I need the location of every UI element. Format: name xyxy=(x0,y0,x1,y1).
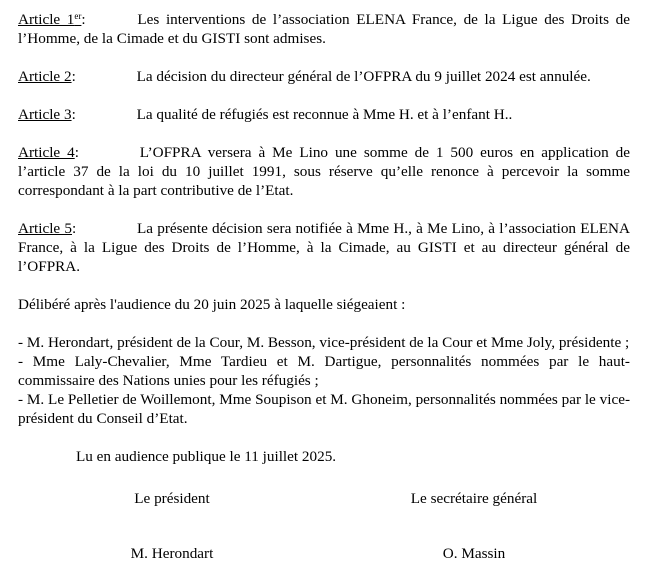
article-2-label: Article 2 xyxy=(18,68,72,85)
article-1: Article 1er: Les interventions de l’association ELENA France, de la Ligue des Droits de l’Homme, de la Cimade et du GISTI sont admises. xyxy=(18,11,631,47)
member-line-1: - M. Herondart, président de la Cour, M. Besson, vice-président de la Cour et Mme Joly, présidente ; xyxy=(18,334,630,351)
member-line-2: - Mme Laly-Chevalier, Mme Tardieu et M. Dartigue, personnalités nommées par le haut-commissaire des Nations unies pour les réfugiés ; xyxy=(18,353,630,389)
member-line-3: - M. Le Pelletier de Woillemont, Mme Soupison et M. Ghoneim, personnalités nommées par le vice-président du Conseil d’Etat. xyxy=(18,391,630,427)
article-2-text: La décision du directeur général de l’OFPRA du 9 juillet 2024 est annulée. xyxy=(136,68,591,85)
article-3: Article 3: La qualité de réfugiés est reconnue à Mme H. et à l’enfant H.. xyxy=(18,106,513,123)
article-4-text: L’OFPRA versera à Me Lino une somme de 1 500 euros en application de l’article 37 de la loi du 10 juillet 1991, sous réserve qu’elle renonce à percevoir la somme correspondant à la part contributive de l’Etat. xyxy=(18,144,630,199)
article-5-label: Article 5 xyxy=(18,220,72,237)
secretary-name: O. Massin xyxy=(442,545,506,562)
article-4: Article 4: L’OFPRA versera à Me Lino une somme de 1 500 euros en application de l’article 37 de la loi du 10 juillet 1991, sous réserve qu’elle renonce à percevoir la somme correspondant à la part contributive de l’Etat. xyxy=(18,144,630,199)
article-2: Article 2: La décision du directeur général de l’OFPRA du 9 juillet 2024 est annulée. xyxy=(18,68,591,85)
president-name: M. Herondart xyxy=(130,545,214,562)
decision-dispositif xyxy=(18,10,630,466)
president-title: Le président xyxy=(134,490,210,507)
article-1-label: Article 1er xyxy=(18,11,82,28)
article-5-text: La présente décision sera notifiée à Mme H., à Me Lino, à l’association ELENA France, à la Ligue des Droits de l’Homme, à la Cimade, au GISTI et au directeur général de l’OFPRA. xyxy=(18,220,630,275)
article-3-text: La qualité de réfugiés est reconnue à Mme H. et à l’enfant H.. xyxy=(136,106,513,123)
article-3-label: Article 3 xyxy=(18,106,72,123)
public-reading-line: Lu en audience publique le 11 juillet 2025. xyxy=(76,448,337,465)
article-5: Article 5: La présente décision sera notifiée à Mme H., à Me Lino, à l’association ELENA France, à la Ligue des Droits de l’Homme, à la Cimade, au GISTI et au directeur général de l’OFPRA. xyxy=(18,220,630,275)
article-1-text: Les interventions de l’association ELENA France, de la Ligue des Droits de l’Homme, de la Cimade et du GISTI sont admises. xyxy=(18,11,631,47)
deliberation-line: Délibéré après l'audience du 20 juin 2025 à laquelle siégeaient : xyxy=(18,296,406,313)
article-4-label: Article 4 xyxy=(18,144,75,161)
secretary-title: Le secrétaire général xyxy=(410,490,538,507)
